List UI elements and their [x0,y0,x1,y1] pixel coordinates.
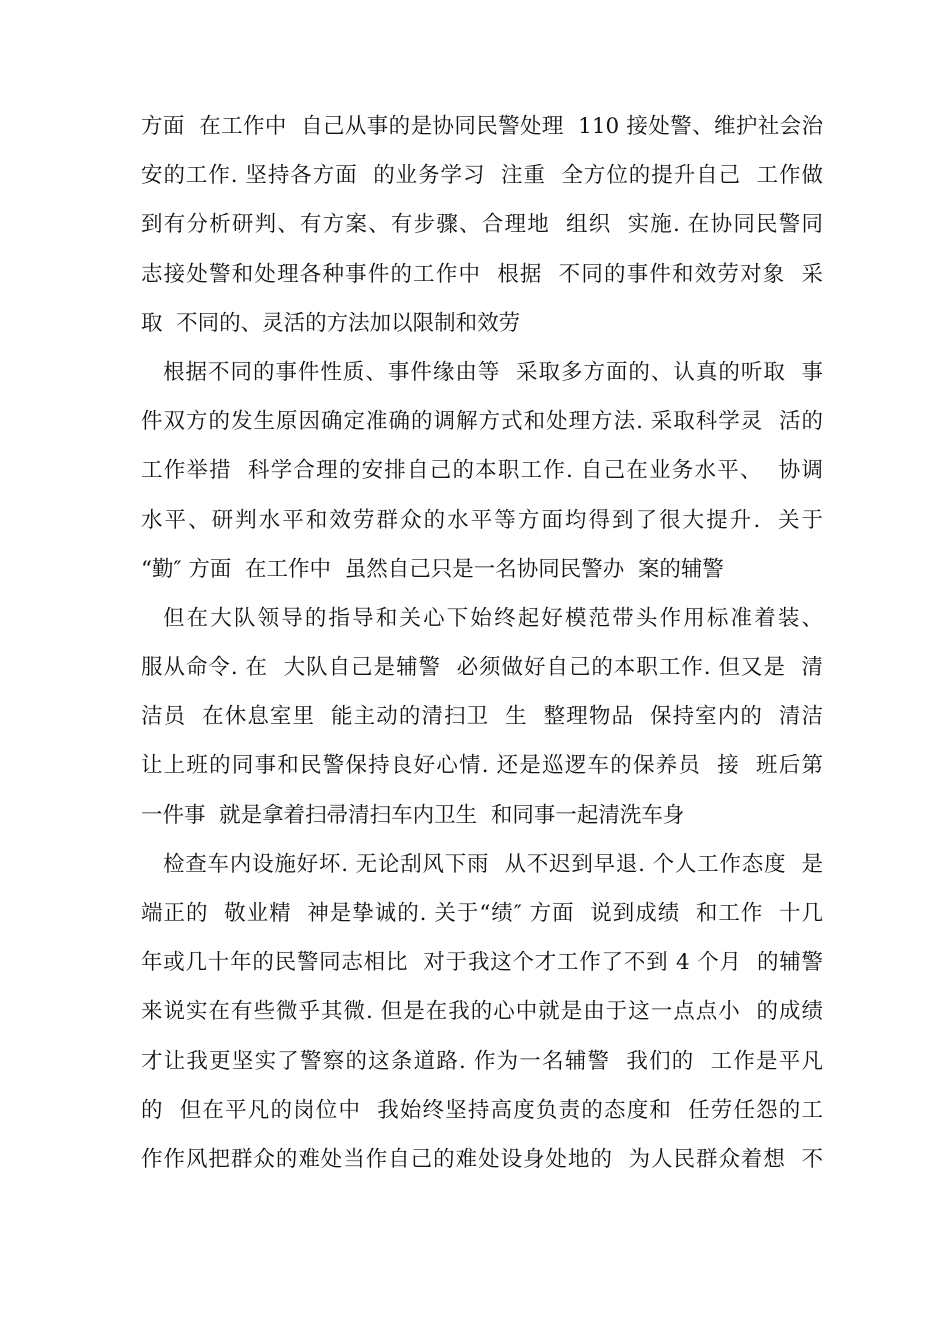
text-line: 水平、研判水平和效劳群众的水平等方面均得到了很大提升. 关于 [141,507,823,533]
text-line: 检查车内设施好坏. 无论刮风下雨 从不迟到早退. 个人工作态度 是 [163,851,823,877]
text-line: 才让我更坚实了警察的这条道路. 作为一名辅警 我们的 工作是平凡 [141,1048,823,1074]
text-line: 来说实在有些微乎其微. 但是在我的心中就是由于这一点点小 的成绩 [141,999,823,1025]
text-line: 根据不同的事件性质、事件缘由等 采取多方面的、认真的听取 事 [163,359,823,385]
text-line: 服从命令. 在 大队自己是辅警 必须做好自己的本职工作. 但又是 清 [141,655,823,681]
text-line: 一件事 就是拿着扫帚清扫车内卫生 和同事一起清洗车身 [141,802,685,828]
document-body [141,102,823,1184]
text-line: 到有分析研判、有方案、有步骤、合理地 组织 实施. 在协同民警同 [141,212,823,238]
text-line: 作作风把群众的难处当作自己的难处设身处地的 为人民群众着想 不 [141,1146,823,1172]
text-line: 端正的 敬业精 神是挚诚的. 关于“绩″ 方面 说到成绩 和工作 十几 [141,901,823,926]
text-line: 志接处警和处理各种事件的工作中 根据 不同的事件和效劳对象 采 [141,261,823,287]
text-line: 工作举措 科学合理的安排自己的本职工作. 自己在业务水平、 协调 [141,458,823,484]
text-line: 安的工作. 坚持各方面 的业务学习 注重 全方位的提升自己 工作做 [141,163,823,189]
text-line: “勤″ 方面 在工作中 虽然自己只是一名协同民警办 案的辅警 [141,556,724,582]
text-line: 让上班的同事和民警保持良好心情. 还是巡逻车的保养员 接 班后第 [141,753,823,779]
text-line: 的 但在平凡的岗位中 我始终坚持高度负责的态度和 任劳任怨的工 [141,1097,823,1123]
text-line: 件双方的发生原因确定准确的调解方式和处理方法. 采取科学灵 活的 [141,409,823,435]
text-line: 但在大队领导的指导和关心下始终起好模范带头作用标准着装、 [163,605,823,631]
text-line: 年或几十年的民警同志相比 对于我这个才工作了不到 4 个月 的辅警 [141,950,823,976]
text-line: 取 不同的、灵活的方法加以限制和效劳 [141,310,521,336]
text-line: 方面 在工作中 自己从事的是协同民警处理 110 接处警、维护社会治 [141,114,823,139]
text-line: 洁员 在休息室里 能主动的清扫卫 生 整理物品 保持室内的 清洁 [141,704,823,730]
